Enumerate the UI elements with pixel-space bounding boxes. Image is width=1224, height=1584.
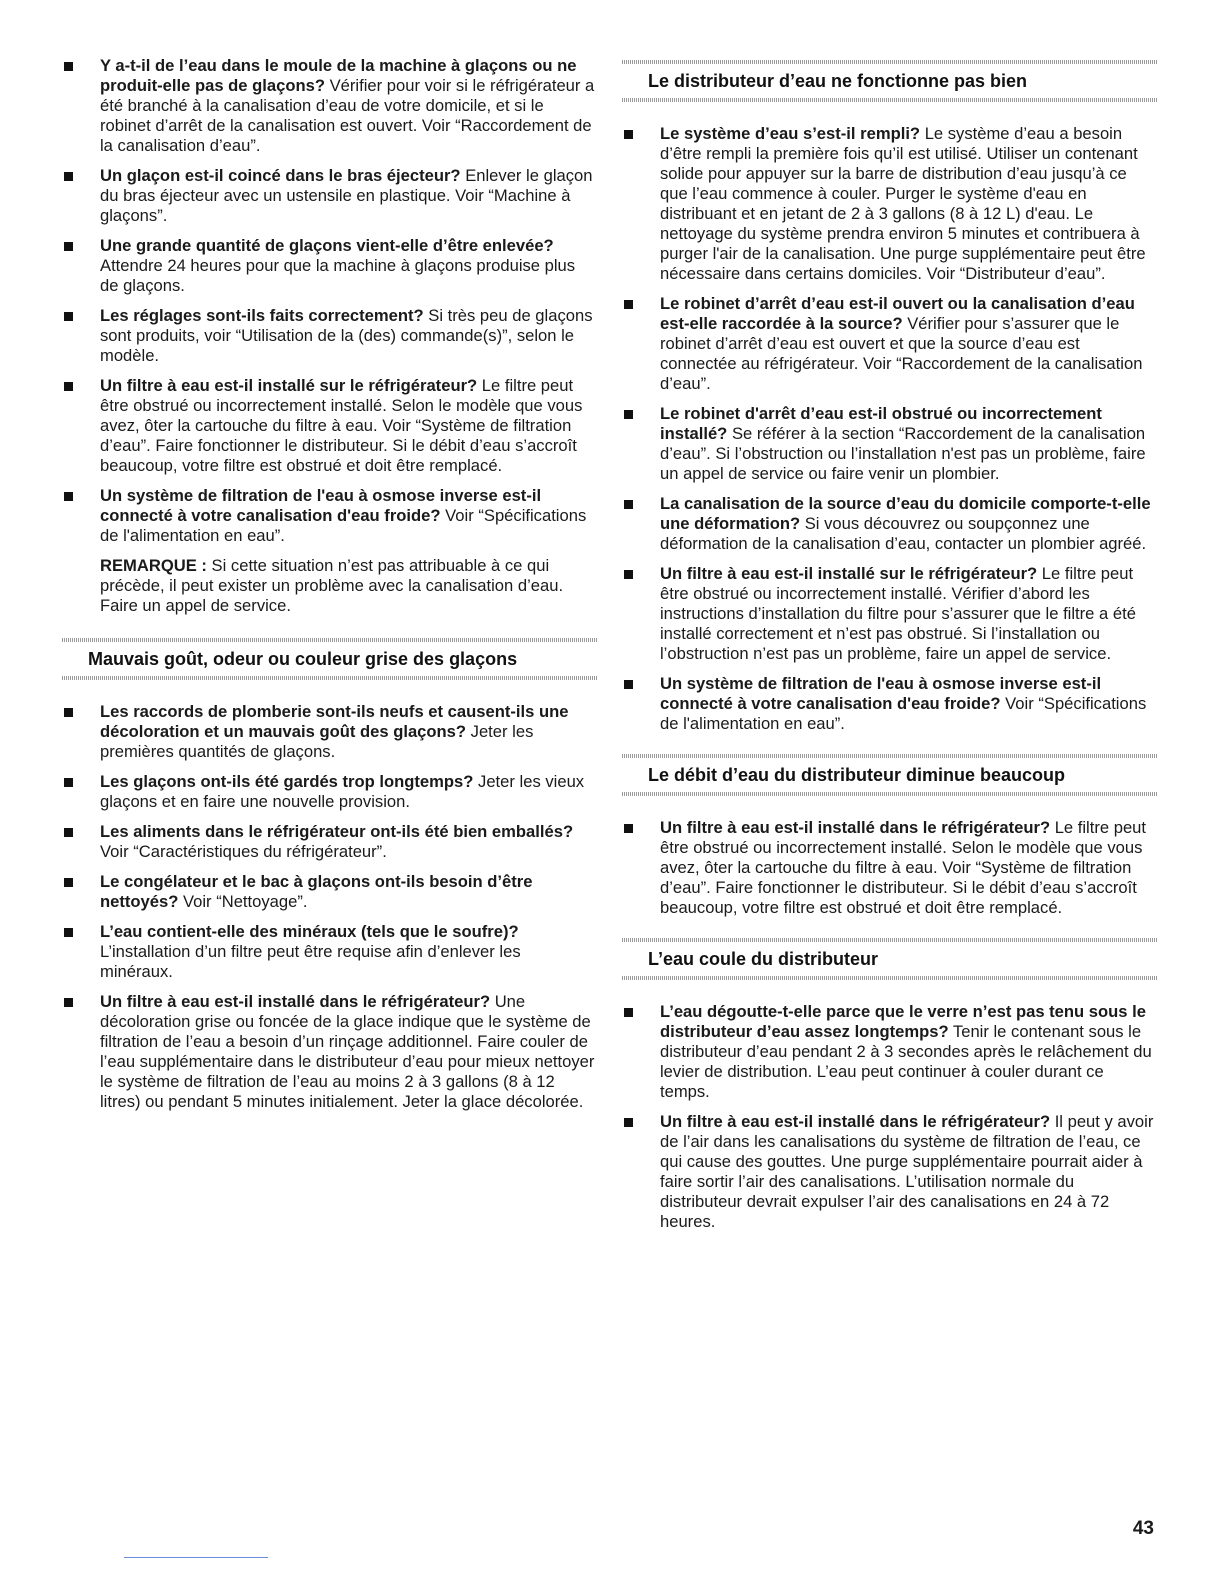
list-item: [622, 674, 1157, 734]
question: Le robinet d’arrêt d’eau est-il ouvert ou la canalisation d’eau est-elle raccordée à la source?: [660, 294, 1135, 333]
list-item: [622, 124, 1157, 284]
answer: Voir “Spécifications de l'alimentation en eau”.: [660, 694, 1147, 733]
item-list-section3: [622, 1002, 1157, 1232]
list-item: [622, 494, 1157, 554]
list-item: [62, 56, 597, 156]
answer: Il peut y avoir de l’air dans les canalisations du système de filtration de l’eau, ce qui cause des gouttes. Une purge supplémentaire pourrait aider à faire sortir l’air des canalisations. L’utilisation normale du distributeur devrait expulser l’air des canalisations en 24 à 72 heures.: [660, 1112, 1154, 1231]
bullet-icon: [624, 570, 633, 579]
question: L’eau contient-elle des minéraux (tels que le soufre)?: [100, 922, 519, 941]
answer: Le filtre peut être obstrué ou incorrectement installé. Selon le modèle que vous avez, ôter la cartouche du filtre à eau. Voir “Système de filtration d’eau”. Faire fonctionner le distributeur. Si le débit d’eau s’accroît beaucoup, votre filtre est obstrué et doit être remplacé.: [100, 376, 583, 475]
answer: Le filtre peut être obstrué ou incorrectement installé. Vérifier d’abord les instructions d’installation du filtre pour s’assurer que le filtre a été installé correctement et n’est pas obstrué. Si l’installation ou l’obstruction n’est pas un problème, faire un appel de service.: [660, 564, 1136, 663]
note-label: REMARQUE :: [100, 556, 207, 575]
divider: [62, 676, 597, 680]
right-column: [622, 52, 1157, 1242]
question: Un filtre à eau est-il installé dans le réfrigérateur?: [660, 818, 1051, 837]
question: Un filtre à eau est-il installé sur le réfrigérateur?: [100, 376, 478, 395]
list-item: [62, 376, 597, 476]
question: Les réglages sont-ils faits correctement?: [100, 306, 424, 325]
answer: Voir “Spécifications de l'alimentation en eau”.: [100, 506, 587, 545]
section-title: Mauvais goût, odeur ou couleur grise des glaçons: [88, 649, 518, 669]
bullet-icon: [64, 878, 73, 887]
answer: Vérifier pour s’assurer que le robinet d’arrêt d’eau est ouvert et que la source d’eau est connectée au réfrigérateur. Voir “Raccordement de la canalisation d’eau”.: [660, 314, 1143, 393]
list-item: [622, 1112, 1157, 1232]
question: Un filtre à eau est-il installé sur le réfrigérateur?: [660, 564, 1038, 583]
list-item: [62, 236, 597, 296]
answer: Une décoloration grise ou foncée de la glace indique que le système de filtration de l’eau a besoin d’un rinçage additionnel. Faire couler de l’eau supplémentaire dans le distributeur d’eau pour mieux nettoyer le système de filtration de l’eau au moins 2 à 3 gallons (8 à 12 litres) ou pendant 5 minutes initialement. Jeter la glace décolorée.: [100, 992, 595, 1111]
footer-line: [124, 1557, 268, 1558]
bullet-icon: [64, 312, 73, 321]
note: [62, 556, 597, 616]
bullet-icon: [64, 708, 73, 717]
list-item: [62, 166, 597, 226]
bullet-icon: [624, 680, 633, 689]
list-item: [622, 1002, 1157, 1102]
answer: Enlever le glaçon du bras éjecteur avec un ustensile en plastique. Voir “Machine à glaçons”.: [100, 166, 593, 225]
list-item: [62, 702, 597, 762]
bullet-icon: [624, 1008, 633, 1017]
answer: Se référer à la section “Raccordement de la canalisation d’eau”. Si l’obstruction ou l’installation n'est pas un problème, faire un appel de service ou faire venir un plombier.: [660, 424, 1146, 483]
question: Un filtre à eau est-il installé dans le réfrigérateur?: [660, 1112, 1051, 1131]
bullet-icon: [64, 62, 73, 71]
section-title: L’eau coule du distributeur: [648, 949, 879, 969]
answer: Jeter les vieux glaçons et en faire une nouvelle provision.: [100, 772, 585, 811]
list-item: [622, 564, 1157, 664]
answer: Voir “Caractéristiques du réfrigérateur”.: [100, 842, 387, 861]
question: Les aliments dans le réfrigérateur ont-ils été bien emballés?: [100, 822, 574, 841]
question: L’eau dégoutte-t-elle parce que le verre n’est pas tenu sous le distributeur d’eau assez longtemps?: [660, 1002, 1146, 1041]
section-title: Le distributeur d’eau ne fonctionne pas bien: [648, 71, 1028, 91]
question: Les raccords de plomberie sont-ils neufs et causent-ils une décoloration et un mauvais goût des glaçons?: [100, 702, 569, 741]
bullet-icon: [624, 410, 633, 419]
bullet-icon: [64, 492, 73, 501]
divider: [622, 98, 1157, 102]
answer: Vérifier pour voir si le réfrigérateur a été branché à la canalisation d’eau de votre domicile, et si le robinet d’arrêt de la canalisation est ouvert. Voir “Raccordement de la canalisation d’eau”.: [100, 76, 595, 155]
list-item: [62, 822, 597, 862]
answer: L’installation d’un filtre peut être requise afin d’enlever les minéraux.: [100, 942, 521, 981]
question: Un filtre à eau est-il installé dans le réfrigérateur?: [100, 992, 491, 1011]
bullet-icon: [624, 300, 633, 309]
question: Y a-t-il de l’eau dans le moule de la machine à glaçons ou ne produit-elle pas de glaçons?: [100, 56, 577, 95]
list-item: [62, 992, 597, 1112]
list-item: [622, 404, 1157, 484]
bullet-icon: [64, 928, 73, 937]
list-item: [622, 294, 1157, 394]
divider: [622, 976, 1157, 980]
bullet-icon: [64, 998, 73, 1007]
item-list-top: [62, 56, 597, 546]
answer: Jeter les premières quantités de glaçons.: [100, 722, 534, 761]
divider: [622, 792, 1157, 796]
section-heading: [622, 746, 1157, 804]
bullet-icon: [64, 778, 73, 787]
question: Le congélateur et le bac à glaçons ont-ils besoin d’être nettoyés?: [100, 872, 533, 911]
answer: Voir “Nettoyage”.: [178, 892, 308, 911]
question: Un système de filtration de l'eau à osmose inverse est-il connecté à votre canalisation d'eau froide?: [100, 486, 542, 525]
bullet-icon: [624, 500, 633, 509]
bullet-icon: [624, 130, 633, 139]
list-item: [622, 818, 1157, 918]
question: La canalisation de la source d’eau du domicile comporte-t-elle une déformation?: [660, 494, 1151, 533]
bullet-icon: [624, 1118, 633, 1127]
bullet-icon: [64, 382, 73, 391]
question: Le robinet d'arrêt d’eau est-il obstrué ou incorrectement installé?: [660, 404, 1102, 443]
question: Le système d’eau s’est-il rempli?: [660, 124, 921, 143]
list-item: [62, 306, 597, 366]
answer: Tenir le contenant sous le distributeur d’eau pendant 2 à 3 secondes après le relâchement du levier de distribution. L’eau peut continuer à couler durant ce temps.: [660, 1022, 1152, 1101]
item-list-section: [62, 702, 597, 1112]
bullet-icon: [64, 172, 73, 181]
bullet-icon: [64, 828, 73, 837]
answer: Le système d’eau a besoin d’être rempli la première fois qu’il est utilisé. Utiliser un contenant solide pour appuyer sur la barre de distribution d’eau jusqu’à ce que l’eau commence à couler. Purger le système d'eau en distribuant et en jetant de 2 à 3 gallons (8 à 12 L) d'eau. Le nettoyage du système prendra environ 5 minutes et contribuera à purger l'air de la canalisation. Une purge supplémentaire peut être nécessaire dans certains domiciles. Voir “Distributeur d’eau”.: [660, 124, 1146, 283]
section-heading: [622, 52, 1157, 110]
list-item: [62, 772, 597, 812]
question: Un glaçon est-il coincé dans le bras éjecteur?: [100, 166, 461, 185]
list-item: [62, 486, 597, 546]
answer: Attendre 24 heures pour que la machine à glaçons produise plus de glaçons.: [100, 256, 576, 295]
list-item: [62, 872, 597, 912]
question: Un système de filtration de l'eau à osmose inverse est-il connecté à votre canalisation d'eau froide?: [660, 674, 1102, 713]
left-column: [62, 56, 597, 1122]
bullet-icon: [624, 824, 633, 833]
question: Une grande quantité de glaçons vient-elle d’être enlevée?: [100, 236, 554, 255]
section-heading: [622, 930, 1157, 988]
page-number: 43: [1132, 1518, 1154, 1539]
section-title: Le débit d’eau du distributeur diminue beaucoup: [648, 765, 1066, 785]
item-list-section1: [622, 124, 1157, 734]
item-list-section2: [622, 818, 1157, 918]
answer: Si vous découvrez ou soupçonnez une déformation de la canalisation d’eau, contacter un plombier agréé.: [660, 514, 1147, 553]
answer: Le filtre peut être obstrué ou incorrectement installé. Selon le modèle que vous avez, ôter la cartouche du filtre à eau. Voir “Système de filtration d’eau”. Faire fonctionner le distributeur. Si le débit d’eau s’accroît beaucoup, votre filtre est obstrué et doit être remplacé.: [660, 818, 1147, 917]
answer: Si très peu de glaçons sont produits, voir “Utilisation de la (des) commande(s)”, selon le modèle.: [100, 306, 593, 365]
bullet-icon: [64, 242, 73, 251]
note-text: Si cette situation n’est pas attribuable à ce qui précède, il peut exister un problème avec la canalisation d’eau. Faire un appel de service.: [100, 556, 564, 615]
section-heading: [62, 630, 597, 688]
list-item: [62, 922, 597, 982]
question: Les glaçons ont-ils été gardés trop longtemps?: [100, 772, 474, 791]
